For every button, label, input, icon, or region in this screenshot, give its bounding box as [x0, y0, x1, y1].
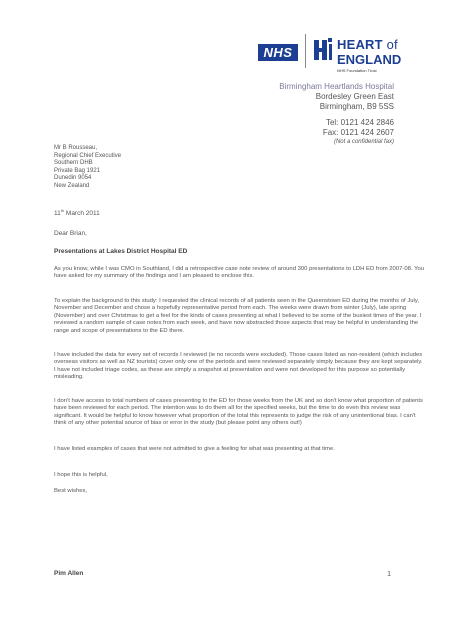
sender-address-line1: Bordesley Green East [315, 92, 394, 101]
page-number: 1 [387, 571, 391, 578]
body-paragraph: As you know, while I was CMO in Southland, I did a retrospective case note review of around 300 presentations to LDH ED from 2007-08. You have asked for my summary of the findings and I am pleased to enclose this. [54, 266, 425, 280]
body-paragraph: I have listed examples of cases that were not admitted to give a feeling for what was presenting at that time. [54, 446, 335, 452]
sender-address [279, 82, 394, 112]
body-paragraph: To explain the background to this study: I requested the clinical records of all patients seen in the Queenstown ED during the months of July, November and December and chose a hopefully representative period from each. The weeks were drawn from winter (July), late spring (November) and over Christmas to get a feel for the kinds of cases presenting at what I believed to be some of the busiest times of the year. I reviewed a random sample of case notes from each week, and have now abstracted those aspects that may be helpful in understanding the range and scope of presentations to the ED there. [54, 298, 422, 334]
recipient-line: Southern DHB [54, 160, 93, 167]
body-paragraph: I don't have access to total numbers of cases presenting to the ED for those weeks from the UK and so don't know what proportion of patients have been reviewed for each period. The intention was to do them all for the specified weeks, but the time to do even this review was significant. It would be helpful to know however what proportion of the total this represents to judge the risk of any unintentional bias. I can't think of any other potential source of bias or error in the study (but please point any others out!) [54, 398, 423, 427]
trust-type: NHS Foundation Trust [337, 68, 377, 73]
recipient-line: New Zealand [54, 182, 90, 189]
letter-date [54, 208, 100, 217]
salutation: Dear Brian, [54, 230, 87, 237]
sender-fax: Fax: 0121 424 2607 [322, 128, 394, 137]
trust-name-line1: HEART [337, 37, 383, 52]
closing-line: I hope this is helpful, [54, 472, 108, 478]
date-suffix: th [60, 208, 65, 213]
trust-name [337, 37, 401, 73]
recipient-address [54, 145, 121, 191]
sender-tel: Tel: 0121 424 2846 [325, 118, 394, 127]
nhs-logo: NHS [258, 44, 298, 61]
recipient-line: Regional Chief Executive [54, 152, 122, 159]
closing-line: Best wishes, [54, 488, 88, 494]
recipient-line: Private Bag 1921 [54, 167, 101, 174]
date-rest: March 2011 [64, 210, 100, 218]
body-paragraph: I have included the data for every set of records I reviewed (ie no records were excluded). Those cases listed as non-resident (which includes overseas visitors as well as NZ tourists) cover only one of the periods and were reviewed separately simply because they are kept separately. I have not included triage codes, as these are simply a snapshot at presentation and were not developed for this purpose so potentially misleading. [54, 352, 423, 381]
signature-name: Pim Allen [54, 570, 84, 577]
sender-hospital: Birmingham Heartlands Hospital [279, 82, 394, 91]
recipient-line: Dunedin 9054 [54, 175, 92, 182]
trust-name-of: of [386, 37, 398, 52]
letter-subject: Presentations at Lakes District Hospital ED [54, 248, 188, 255]
date-day: 11 [54, 210, 61, 218]
logo-divider [305, 34, 306, 68]
fax-note: (Not a confidential fax) [333, 139, 394, 145]
heart-of-england-logo-icon [313, 38, 335, 62]
sender-contact [323, 118, 394, 146]
sender-address-line2: Birmingham, B9 5SS [319, 102, 394, 111]
recipient-line: Mr B Rousseau, [54, 145, 98, 151]
trust-name-line2: ENGLAND [337, 52, 402, 67]
